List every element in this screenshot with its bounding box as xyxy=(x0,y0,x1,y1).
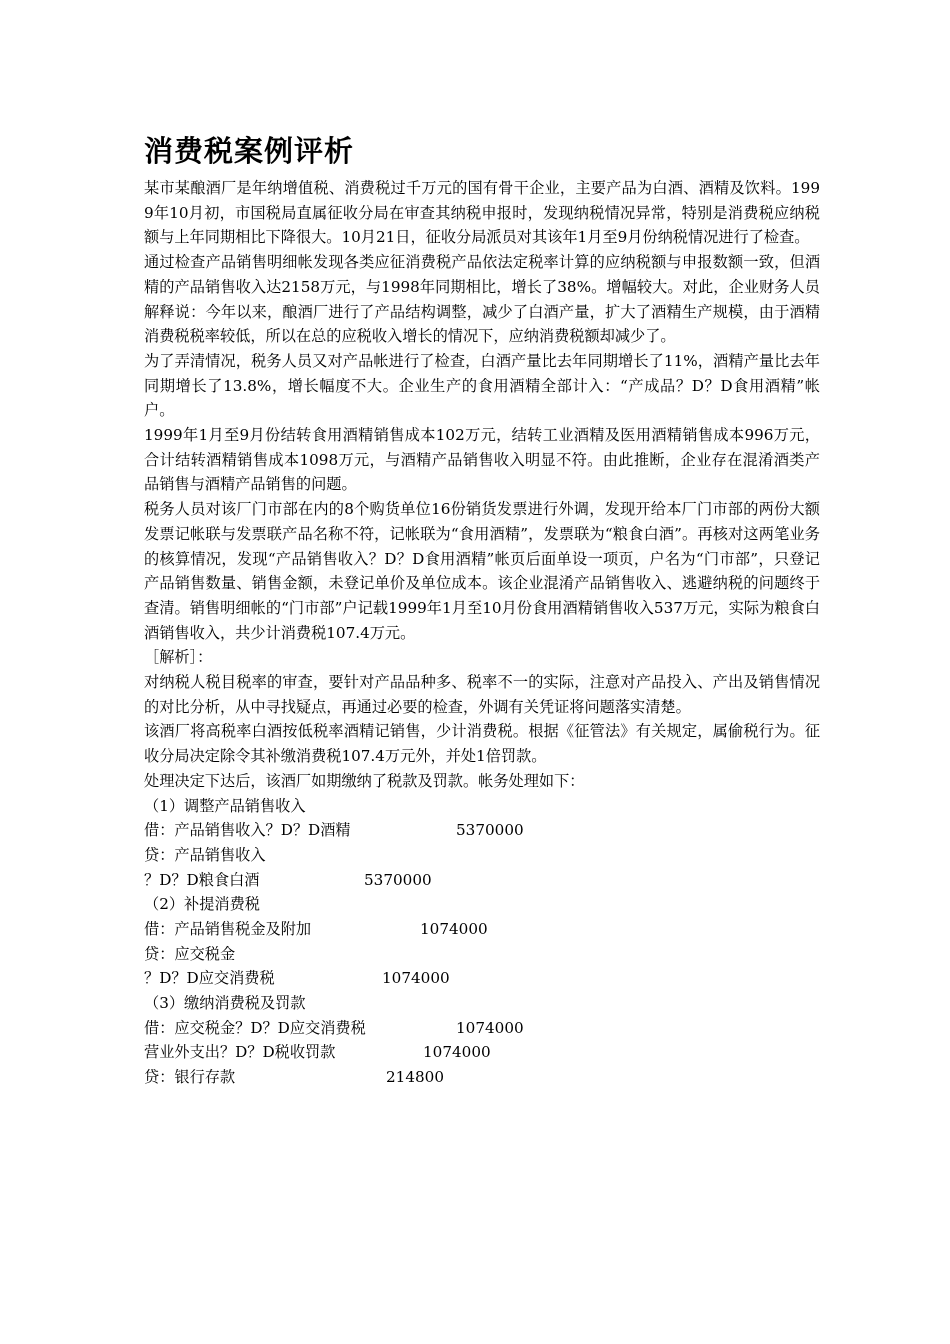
entry-amount: 1074000 xyxy=(420,920,488,939)
paragraph-analysis-heading: ［解析］： xyxy=(144,648,213,667)
entry-credit-bank-deposit xyxy=(144,1065,820,1090)
entry-text: 贷：应交税金 xyxy=(144,944,236,963)
entry-heading-pay-tax-penalty xyxy=(144,991,820,1016)
entry-text: 贷：银行存款 xyxy=(144,1068,236,1087)
document-page xyxy=(144,128,820,1090)
paragraph-case-intro: 某市某酿酒厂是年纳增值税、消费税过千万元的国有骨干企业，主要产品为白酒、酒精及饮料。1999年10月初，市国税局直属征收分局在审查其纳税申报时，发现纳税情况异常，特别是消费税应纳税额与上年同期相比下降很大。10月21日，征收分局派员对其该年1月至9月份纳税情况进行了检查。 xyxy=(144,179,820,247)
entry-text: ？D？D粮食白酒 xyxy=(144,870,260,889)
paragraph-sales-check: 通过检查产品销售明细帐发现各类应征消费税产品依法定税率计算的应纳税额与申报数额一致，但酒精的产品销售收入达2158万元，与1998年同期相比，增长了38%。增幅较大。对此，企业财务人员解释说：今年以来，酿酒厂进行了产品结构调整，减少了白酒产量，扩大了酒精生产规模，由于酒精消费税税率较低，所以在总的应税收入增长的情况下，应纳消费税额却减少了。 xyxy=(144,253,820,346)
entry-credit-tax-payable xyxy=(144,942,820,967)
document-title: 消费税案例评析 xyxy=(144,134,355,168)
entry-amount: 1074000 xyxy=(456,1018,524,1037)
entry-debit-penalty xyxy=(144,1040,820,1065)
entry-amount: 1074000 xyxy=(382,969,450,988)
entry-text: 营业外支出？D？D税收罚款 xyxy=(144,1043,336,1062)
entry-text: （3）缴纳消费税及罚款 xyxy=(144,994,306,1013)
paragraph-product-account: 为了弄清情况，税务人员又对产品帐进行了检查，白酒产量比去年同期增长了11%，酒精产量比去年同期增长了13.8%，增长幅度不大。企业生产的食用酒精全部计入：“产成品？D？D食用酒精”帐户。 xyxy=(144,351,820,420)
entry-credit-consumption-tax xyxy=(144,966,820,991)
entry-text: ？D？D应交消费税 xyxy=(144,969,275,988)
entry-text: 贷：产品销售收入 xyxy=(144,845,266,864)
entry-text: 借：产品销售税金及附加 xyxy=(144,920,312,939)
paragraph-analysis-review: 对纳税人税目税率的审查，要针对产品品种多、税率不一的实际，注意对产品投入、产出及销售情况的对比分析，从中寻找疑点，再通过必要的检查，外调有关凭证将问题落实清楚。 xyxy=(144,673,820,716)
entry-heading-adjust-sales xyxy=(144,794,820,819)
paragraph-penalty: 该酒厂将高税率白酒按低税率酒精记销售，少计消费税。根据《征管法》有关规定，属偷税行为。征收分局决定除令其补缴消费税107.4万元外，并处1倍罚款。 xyxy=(144,722,820,766)
entry-text: （1）调整产品销售收入 xyxy=(144,796,306,815)
paragraph-accounting-intro: 处理决定下达后，该酒厂如期缴纳了税款及罚款。帐务处理如下： xyxy=(144,771,585,790)
entry-amount: 214800 xyxy=(386,1068,444,1087)
entry-heading-consumption-tax xyxy=(144,892,820,917)
entry-credit-grain-liquor xyxy=(144,868,820,893)
entry-debit-sales-tax xyxy=(144,917,820,942)
entry-amount: 5370000 xyxy=(456,821,524,840)
entry-text: 借：产品销售收入？D？D酒精 xyxy=(144,821,351,840)
entry-credit-sales xyxy=(144,843,820,868)
paragraph-invoice-investigation: 税务人员对该厂门市部在内的8个购货单位16份销货发票进行外调，发现开给本厂门市部的两份大额发票记帐联与发票联产品名称不符，记帐联为“食用酒精”，发票联为“粮食白酒”。再核对这两笔业务的核算情况，发现“产品销售收入？D？D食用酒精”帐页后面单设一项页，户名为“门市部”，只登记产品销售数量、销售金额，未登记单价及单位成本。该企业混淆产品销售收入、逃避纳税的问题终于查清。销售明细帐的“门市部”户记载1999年1月至10月份食用酒精销售收入537万元，实际为粮食白酒销售收入，共少计消费税107.4万元。 xyxy=(144,500,820,642)
paragraph-cost-analysis: 1999年1月至9月份结转食用酒精销售成本102万元，结转工业酒精及医用酒精销售成本996万元，合计结转酒精销售成本1098万元，与酒精产品销售收入明显不符。由此推断，企业存在混淆酒类产品销售与酒精产品销售的问题。 xyxy=(144,426,820,494)
entry-debit-sales-alcohol xyxy=(144,818,820,843)
entry-amount: 5370000 xyxy=(364,870,432,889)
entry-debit-tax-payable xyxy=(144,1016,820,1041)
entry-amount: 1074000 xyxy=(423,1043,491,1062)
entry-text: 借：应交税金？D？D应交消费税 xyxy=(144,1018,366,1037)
entry-text: （2）补提消费税 xyxy=(144,895,260,914)
